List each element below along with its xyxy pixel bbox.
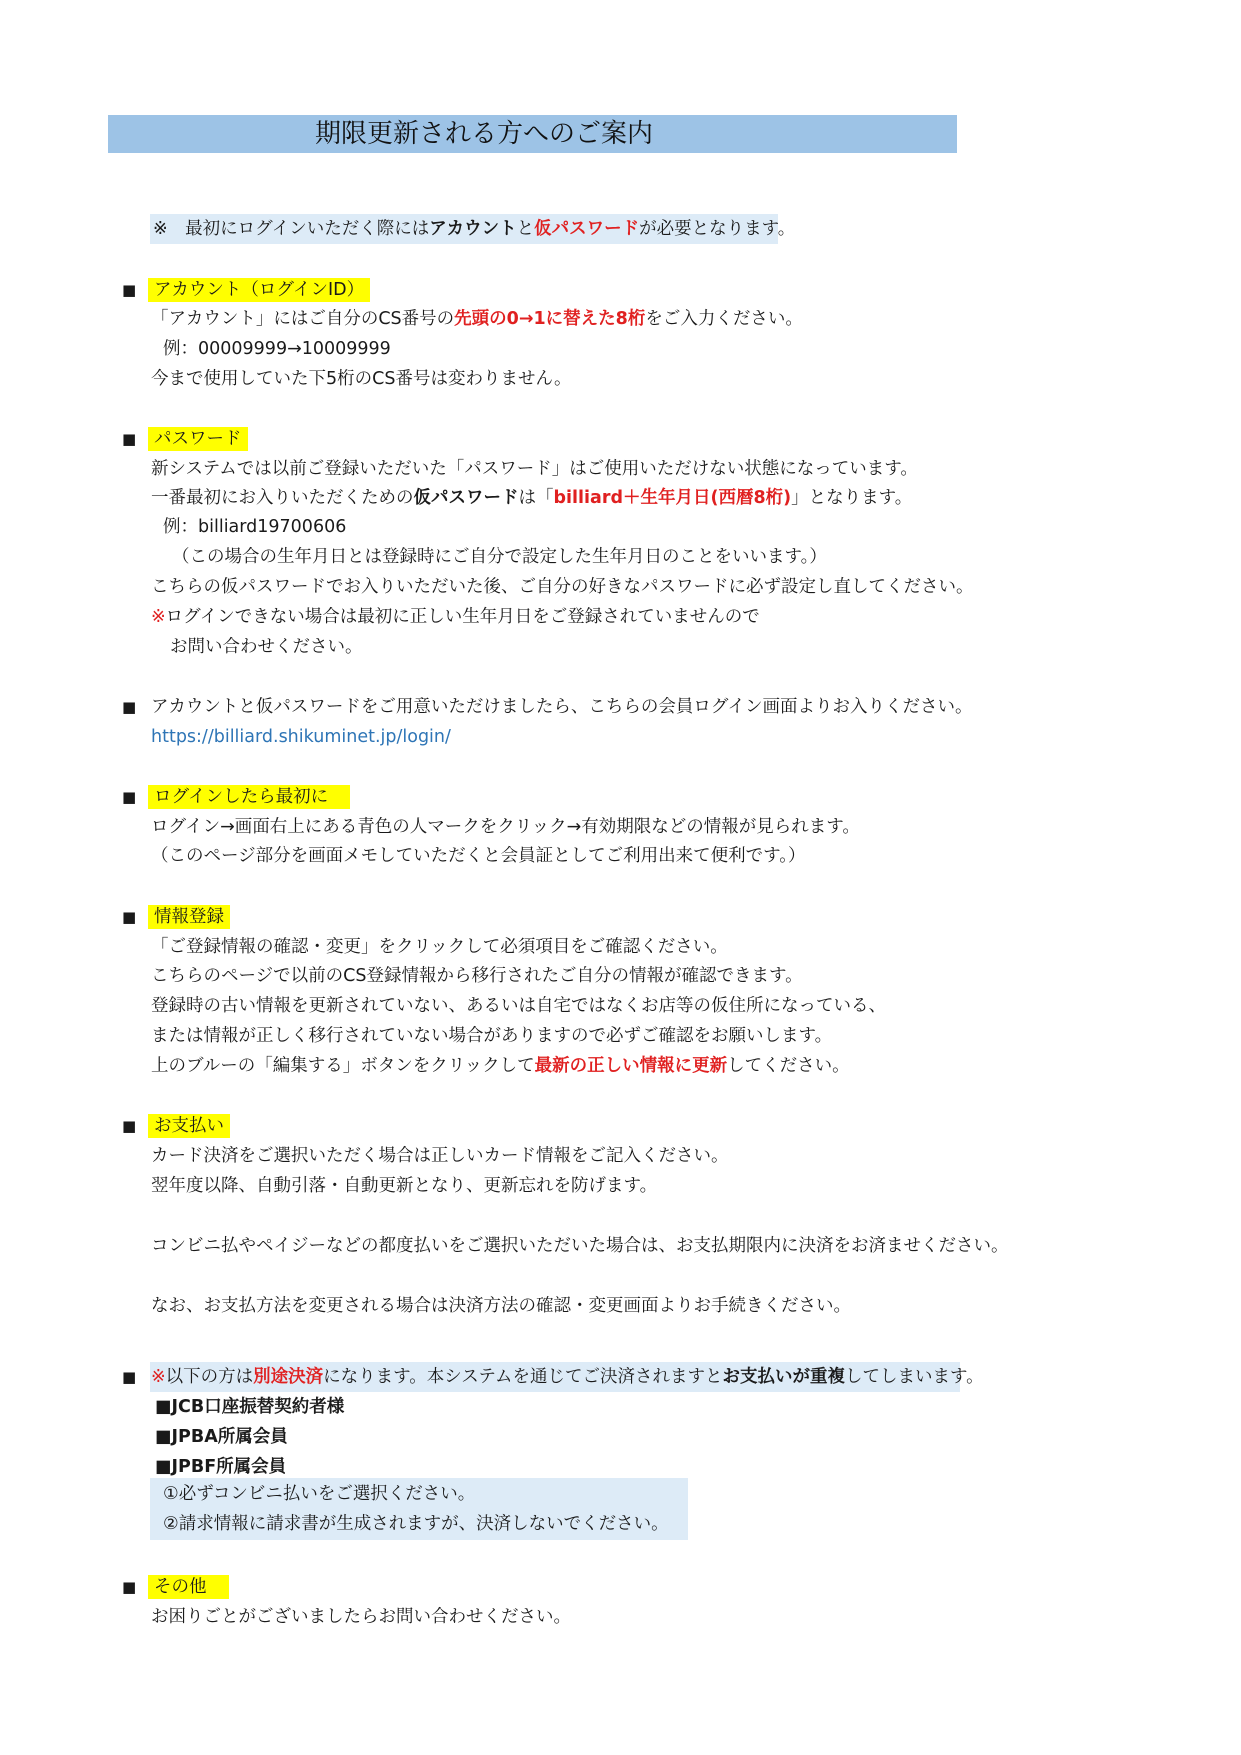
password-line2-d: billiard＋生年月日(西暦8桁) (553, 488, 792, 508)
separate-note2: ②請求情報に請求書が生成されますが、決済しないでください。 (163, 1514, 669, 1534)
password-line5: こちらの仮パスワードでお入りいただいた後、ご自分の好きなパスワードに必ず設定し直してください。 (151, 577, 974, 597)
bullet-first: ■ (122, 788, 137, 806)
separate-mark: ※ (151, 1367, 166, 1387)
bullet-password: ■ (122, 430, 137, 448)
info-line5-b: 最新の正しい情報に更新 (534, 1056, 728, 1076)
password-example: 例：billiard19700606 (163, 517, 347, 537)
bullet-account: ■ (122, 281, 137, 299)
account-heading-text: アカウント（ログインID） (148, 278, 370, 302)
info-heading (151, 904, 230, 930)
password-line1: 新システムでは以前ご登録いただいた「パスワード」はご使用いただけない状態になっています。 (151, 459, 918, 479)
notice-temp-password: 仮パスワード (534, 219, 640, 239)
payment-line4: なお、お支払方法を変更される場合は決済方法の確認・変更画面よりお手続きください。 (151, 1296, 851, 1316)
info-line2: こちらのページで以前のCS登録情報から移行されたご自分の情報が確認できます。 (151, 966, 803, 986)
password-warn1-text: ログインできない場合は最初に正しい生年月日をご登録されていませんので (165, 607, 760, 627)
password-line2-a: 一番最初にお入りいただくための (151, 488, 414, 508)
notice-suffix: が必要となります。 (639, 219, 796, 239)
page-title: 期限更新される方へのご案内 (315, 119, 654, 149)
info-heading-text: 情報登録 (148, 905, 230, 929)
separate-line (151, 1364, 984, 1390)
password-heading (151, 426, 248, 452)
separate-c: になります。本システムを通じてご決済されますと (323, 1367, 723, 1387)
password-line2-e: 」となります。 (791, 488, 913, 508)
info-line1: 「ご登録情報の確認・変更」をクリックして必須項目をご確認ください。 (151, 937, 728, 957)
account-heading (151, 277, 370, 303)
notice-line (153, 216, 795, 242)
first-line2: （このページ部分を画面メモしていただくと会員証としてご利用出来て便利です。） (151, 846, 806, 866)
bullet-login: ■ (122, 698, 137, 716)
separate-note1: ①必ずコンビニ払いをご選択ください。 (163, 1484, 476, 1504)
login-url-link[interactable]: https://billiard.shikuminet.jp/login/ (151, 727, 451, 747)
other-heading (151, 1574, 229, 1600)
password-note: （この場合の生年月日とは登録時にご自分で設定した生年月日のことをいいます。） (172, 547, 827, 567)
password-warn2: お問い合わせください。 (170, 637, 363, 657)
info-line5 (151, 1053, 850, 1079)
separate-d: お支払いが重複 (722, 1367, 846, 1387)
first-line1: ログイン→画面右上にある青色の人マークをクリック→有効期限などの情報が見られます。 (151, 817, 860, 837)
other-heading-text: その他 (148, 1575, 229, 1599)
account-line1 (151, 306, 803, 332)
password-line2 (151, 485, 912, 511)
separate-item-jpbf: ■JPBF所属会員 (155, 1457, 287, 1477)
account-line3: 今まで使用していた下5桁のCS番号は変わりません。 (151, 369, 572, 389)
login-line1: アカウントと仮パスワードをご用意いただけましたら、こちらの会員ログイン画面よりお入りください。 (151, 697, 973, 717)
info-line3: 登録時の古い情報を更新されていない、あるいは自宅ではなくお店等の仮住所になっている、 (151, 996, 886, 1016)
bullet-other: ■ (122, 1578, 137, 1596)
account-line1-b: 先頭の0→1に替えた8桁 (454, 309, 646, 329)
payment-heading (151, 1113, 230, 1139)
notice-to: と (516, 219, 535, 239)
payment-line3: コンビニ払やペイジーなどの都度払いをご選択いただいた場合は、お支払期限内に決済をお済ませください。 (151, 1236, 1009, 1256)
info-line5-a: 上のブルーの「編集する」ボタンをクリックして (151, 1056, 535, 1076)
password-line2-c: は「 (518, 488, 554, 508)
separate-a: 以下の方は (165, 1367, 254, 1387)
separate-b: 別途決済 (253, 1367, 324, 1387)
bullet-payment: ■ (122, 1117, 137, 1135)
password-line2-b: 仮パスワード (413, 488, 519, 508)
info-line4: または情報が正しく移行されていない場合がありますので必ずご確認をお願いします。 (151, 1026, 833, 1046)
bullet-separate: ■ (122, 1368, 137, 1386)
account-example: 例：00009999→10009999 (163, 339, 391, 359)
account-line1-a: 「アカウント」にはご自分のCS番号の (151, 309, 455, 329)
first-heading (151, 784, 350, 810)
info-line5-c: してください。 (727, 1056, 850, 1076)
separate-item-jpba: ■JPBA所属会員 (155, 1427, 288, 1447)
bullet-info: ■ (122, 908, 137, 926)
payment-line1: カード決済をご選択いただく場合は正しいカード情報をご記入ください。 (151, 1146, 729, 1166)
separate-e: してしまいます。 (845, 1367, 984, 1387)
account-line1-c: をご入力ください。 (645, 309, 803, 329)
password-warn1 (151, 604, 760, 630)
first-heading-text: ログインしたら最初に (148, 785, 350, 809)
other-line1: お困りごとがございましたらお問い合わせください。 (151, 1607, 571, 1627)
payment-heading-text: お支払い (148, 1114, 230, 1138)
payment-line2: 翌年度以降、自動引落・自動更新となり、更新忘れを防げます。 (151, 1176, 658, 1196)
separate-item-jcb: ■JCB口座振替契約者様 (155, 1397, 345, 1417)
notice-prefix: ※ 最初にログインいただく際には (153, 219, 430, 239)
password-warn-mark: ※ (151, 607, 166, 627)
password-heading-text: パスワード (148, 427, 248, 451)
notice-account: アカウント (429, 219, 517, 239)
